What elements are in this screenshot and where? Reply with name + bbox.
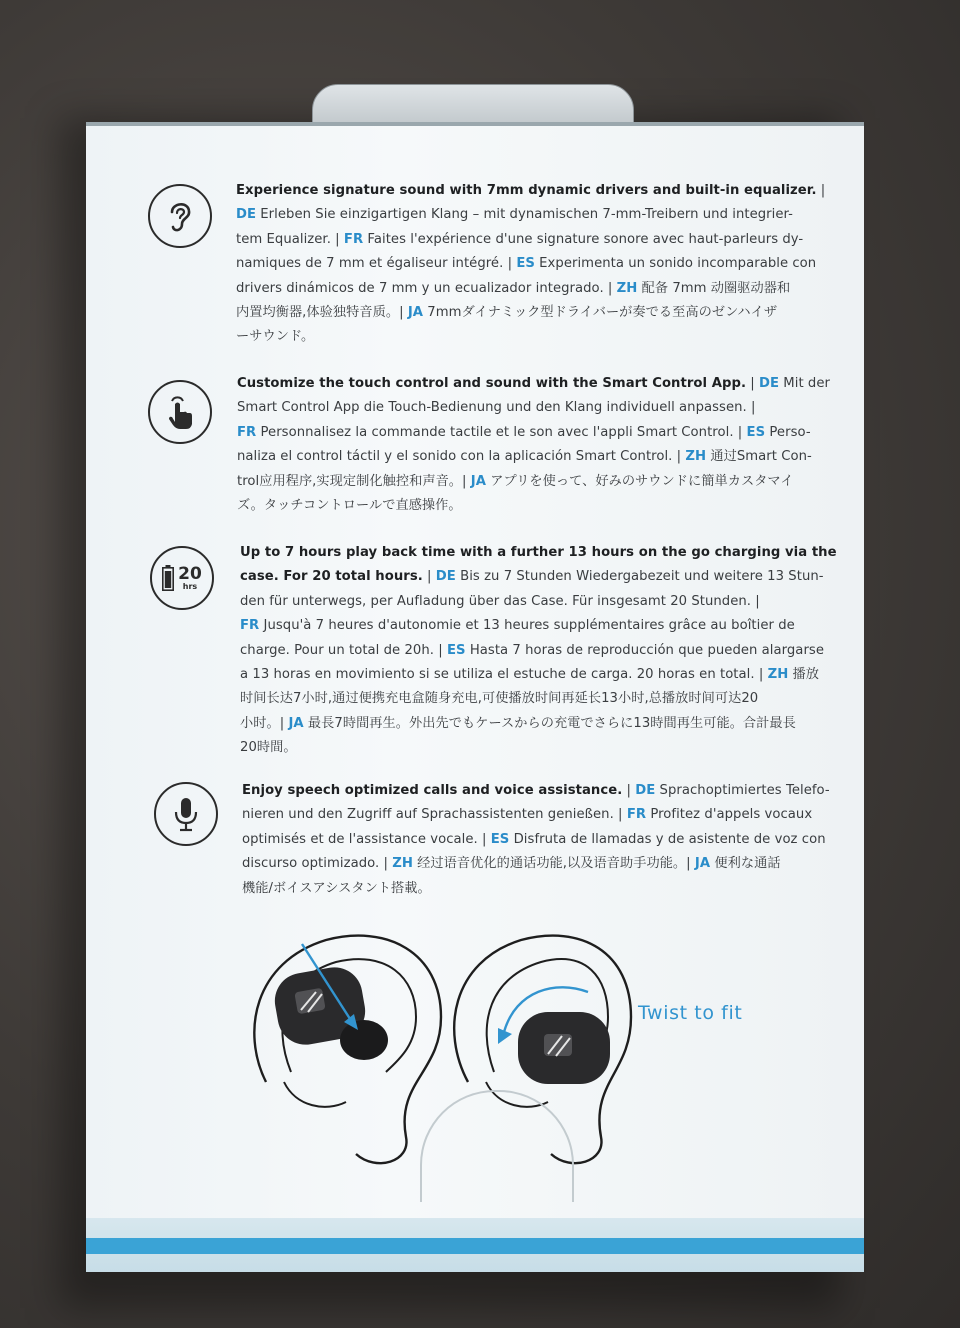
body-text: ーサウンド。 [236,329,315,345]
touch-hand-icon [148,380,212,444]
text-line [236,252,846,276]
battery-hours-unit: hrs [182,581,198,591]
language-code: ES [746,424,766,440]
body-text: Hasta 7 horas de reproducción que pueden alargarse [465,642,824,658]
body-text: 小时。| [240,715,289,731]
text-line [240,639,850,663]
left-ear-illustration [254,936,441,1164]
text-line [237,396,847,420]
battery-20hrs-icon [150,546,214,610]
body-text: Faites l'expérience d'une signature sonore avec haut-parleurs dy- [363,231,804,247]
language-code: ZH [392,856,413,872]
text-line [240,590,850,614]
language-code: FR [240,618,260,634]
language-code: ZH [616,280,638,296]
body-text: Profitez d'appels vocaux [646,807,813,823]
body-text: a 13 horas en movimiento si se utiliza el estuche de carga. 20 horas en total. | [240,667,768,683]
text-line [240,663,850,687]
text-line [237,494,847,518]
body-text: 機能/ボイスアシスタント搭載。 [242,880,431,896]
text-line [240,565,850,589]
text-line [242,779,852,803]
body-text: Jusqu'à 7 heures d'autonomie et 13 heures supplémentaires grâce au boîtier de [259,618,795,634]
language-code: ES [516,256,535,272]
section-sound-text [236,179,846,350]
body-text: optimisés et de l'assistance vocale. | [242,831,491,847]
body-text: Bis zu 7 Stunden Wiedergabezeit und weitere 13 Stun- [455,569,824,585]
body-text: den für unterwegs, per Aufladung über das Case. Für insgesamt 20 Stunden. | [240,593,760,609]
body-text: アプリを使って、好みのサウンドに簡単カスタマイ [486,473,794,489]
body-text: Mit der [779,376,830,391]
language-code: JA [288,715,304,731]
text-line [242,877,852,901]
body-text: Perso- [765,424,811,440]
body-text: naliza el control táctil y el sonido con la aplicación Smart Control. | [237,449,686,465]
text-line [236,228,846,252]
language-code: FR [626,807,647,823]
language-code: JA [407,305,424,321]
text-line [240,687,850,711]
language-code: JA [470,473,486,489]
text-line [236,203,846,227]
language-code: FR [237,424,257,440]
body-text: trol应用程序,实现定制化触控和声音。| [237,473,471,489]
body-text: 20時間。 [240,740,297,756]
blue-stripe [86,1238,864,1254]
text-line [240,614,850,638]
text-line [236,277,846,301]
text-line [240,712,850,736]
body-text: tem Equalizer. | [236,231,344,247]
text-line [242,803,852,827]
body-text: Sprachoptimiertes Telefo- [655,783,830,798]
text-line [240,736,850,760]
body-text: Experimenta un sonido incomparable con [534,256,817,272]
body-text: Erleben Sie einzigartigen Klang – mit dynamischen 7-mm-Treibern und integrier- [256,207,793,223]
text-line [237,470,847,494]
body-text: 时间长达7小时,通过便携充电盒随身充电,可使播放时间再延长13小时,总播放时间可达20 [240,691,759,707]
battery-hours-value: 20 [178,563,202,584]
body-text: Disfruta de llamadas y de asistente de voz con [509,831,826,847]
language-code: ES [446,642,466,658]
body-text: discurso optimizado. | [242,856,393,872]
body-text: | [746,376,759,391]
ear-icon [148,184,212,248]
body-text: 播放 [788,667,820,683]
text-line [237,421,847,445]
section-voice-text [242,779,852,901]
language-code: ES [490,831,510,847]
body-text: 便利な通話 [710,856,781,872]
body-text: 经过语音优化的通话功能,以及语音助手功能。| [412,856,695,872]
body-text: | [622,783,636,798]
twist-to-fit-label: Twist to fit [638,1002,743,1024]
headline-text: Enjoy speech optimized calls and voice assistance. [242,783,623,798]
text-line [240,541,850,565]
text-line [237,445,847,469]
body-text: Personnalisez la commande tactile et le son avec l'appli Smart Control. | [256,424,747,440]
text-line [236,301,846,325]
language-code: FR [343,231,364,247]
text-line [242,852,852,876]
body-text: | [422,569,436,585]
box-top-edge [86,122,864,126]
body-text: namiques de 7 mm et égaliseur intégré. | [236,256,517,272]
product-box-back [86,122,864,1272]
language-code: DE [236,207,257,223]
body-text: 配备 7mm 动圈驱动器和 [637,280,791,296]
box-bottom-band [86,1218,864,1272]
text-line [237,372,847,396]
language-code: JA [694,856,711,872]
text-line [242,828,852,852]
language-code: DE [635,783,656,798]
headline-text: case. For 20 total hours. [240,569,423,585]
body-text: 7mmダイナミック型ドライバーが奏でる至高のゼンハイザ [423,305,778,321]
body-text: | [816,183,826,198]
body-text: nieren und den Zugriff auf Sprachassistenten genießen. | [242,807,627,823]
body-text: Smart Control App die Touch-Bedienung und den Klang individuell anpassen. | [237,400,756,416]
section-app-text [237,372,847,518]
body-text: 通过Smart Con- [706,449,812,465]
headline-text: Up to 7 hours play back time with a further 13 hours on the go charging via the [240,545,837,560]
body-text: ズ。タッチコントロールで直感操作。 [237,498,462,514]
language-code: ZH [767,667,789,683]
section-battery-text [240,541,850,761]
text-line [236,179,846,203]
language-code: ZH [685,449,707,465]
headline-text: Customize the touch control and sound with the Smart Control App. [237,376,747,391]
language-code: DE [759,376,780,391]
body-text: 最長7時間再生。外出先でもケースからの充電でさらに13時間再生可能。合計最長 [303,715,796,731]
language-code: DE [435,569,456,585]
microphone-icon [154,782,218,846]
headline-text: Experience signature sound with 7mm dynamic drivers and built-in equalizer. [236,183,817,198]
body-text: charge. Pour un total de 20h. | [240,642,447,658]
body-text: drivers dinámicos de 7 mm y un ecualizador integrado. | [236,280,617,296]
body-text: 内置均衡器,体验独特音质。| [236,305,408,321]
text-line [236,325,846,349]
